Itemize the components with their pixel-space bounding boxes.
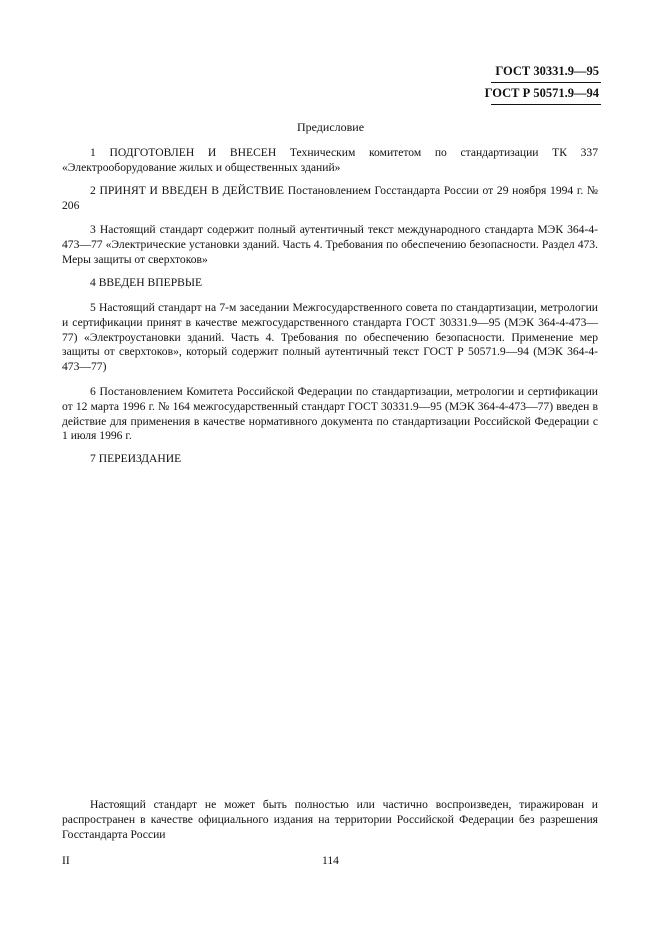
- paragraph-4: 4 ВВЕДЕН ВПЕРВЫЕ: [90, 276, 203, 289]
- paragraph-7: 7 ПЕРЕИЗДАНИЕ: [90, 452, 182, 465]
- paragraph-1-text: 1 ПОДГОТОВЛЕН И ВНЕСЕН Техническим комитетом по стандартизации ТК 337 «Электрооборудование жилых и общественных зданий»: [62, 146, 598, 174]
- copyright-note-text: Настоящий стандарт не может быть полностью или частично воспроизведен, тиражирован и распространен в качестве официального издания на территории Российской Федерации без разрешения Госстандарта России: [62, 798, 598, 841]
- header-rule-1: [491, 82, 601, 83]
- page-number: 114: [322, 854, 339, 867]
- copyright-note: [62, 798, 598, 842]
- footer-roman-page: II: [62, 854, 70, 867]
- standard-code-gost: ГОСТ 30331.9—95: [495, 64, 599, 78]
- paragraph-6-text: 6 Постановлением Комитета Российской Федерации по стандартизации, метрологии и сертификации от 12 марта 1996 г. № 164 межгосударственный стандарт ГОСТ 30331.9—95 (МЭК 364-4-473—77) введен в действие для применения в качестве нормативного документа по стандартизации Российской Федерации с 1 июля 1996 г.: [62, 385, 598, 443]
- paragraph-2-text: 2 ПРИНЯТ И ВВЕДЕН В ДЕЙСТВИЕ Постановлением Госстандарта России от 29 ноября 1994 г. № 206: [62, 184, 598, 212]
- page-title: Предисловие: [296, 120, 365, 134]
- paragraph-3-text: 3 Настоящий стандарт содержит полный аутентичный текст международного стандарта МЭК 364-4-473—77 «Электрические установки зданий. Часть 4. Требования по обеспечению безопасности. Раздел 473. Меры защиты от сверхтоков»: [62, 223, 598, 266]
- paragraph-5-text: 5 Настоящий стандарт на 7-м заседании Межгосударственного совета по стандартизации, метрологии и сертификации принят в качестве межгосударственного стандарта ГОСТ 30331.9—95 (МЭК 364-4-473—77) «Электроустановки зданий. Часть 4. Требования по обеспечению безопасности. Применение мер защиты от сверхтоков», который содержит полный аутентичный текст ГОСТ Р 50571.9—94 (МЭК 364-4-473—77): [62, 301, 598, 374]
- header-rule-2: [491, 104, 601, 105]
- standard-code-gost-r: ГОСТ Р 50571.9—94: [484, 86, 599, 100]
- paragraph-6: [62, 385, 598, 444]
- paragraph-1: [62, 146, 598, 176]
- paragraph-2: [62, 184, 598, 214]
- paragraph-3: [62, 223, 598, 267]
- paragraph-5: [62, 301, 598, 375]
